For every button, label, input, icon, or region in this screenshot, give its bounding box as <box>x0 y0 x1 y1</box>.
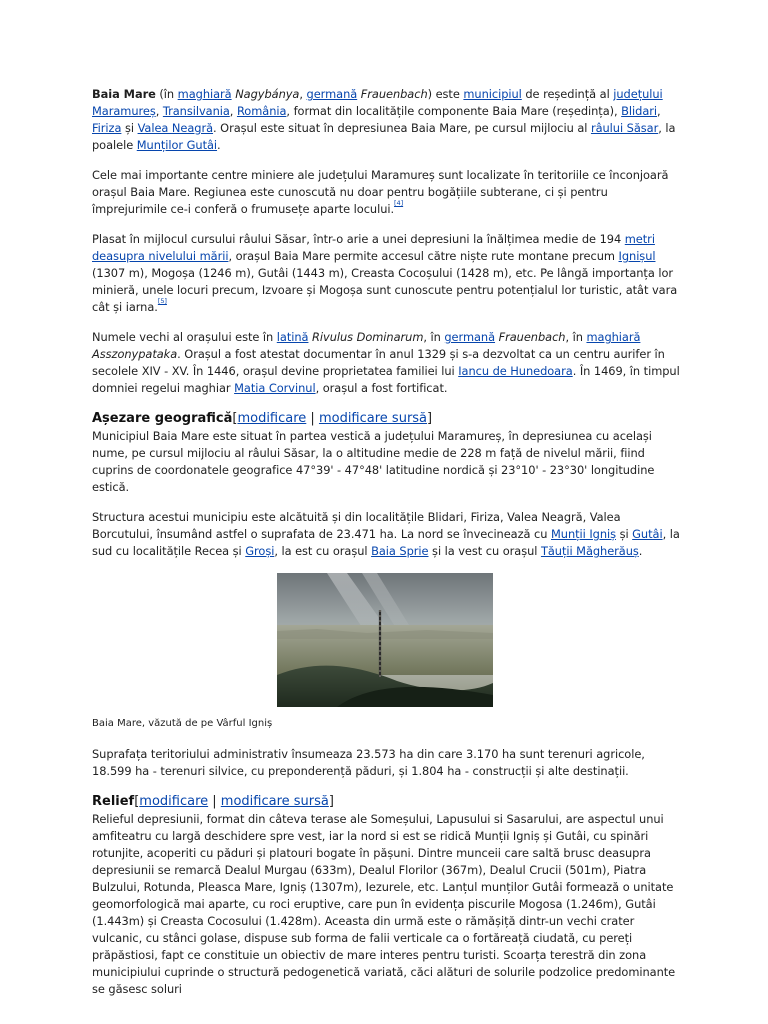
name-german-2: Frauenbach <box>498 330 566 344</box>
photo-caption: Baia Mare, văzută de pe Vârful Igniș <box>92 718 273 729</box>
link-muntilor-gutai[interactable]: Munților Gutâi <box>136 138 218 152</box>
text-run: și la vest cu orașul <box>428 544 541 558</box>
text-run: . În 1469, în timpul domniei regelui maghiar <box>92 364 680 395</box>
link-germana-2[interactable]: germană <box>444 330 496 344</box>
intro-paragraph-2 <box>92 167 682 218</box>
text-run: Plasat în mijlocul cursului râului Săsar, într-o arie a unei depresiuni la înălțimea medie de 194 <box>92 232 625 246</box>
link-latina[interactable]: latină <box>276 330 309 344</box>
link-firiza[interactable]: Firiza <box>92 121 122 135</box>
edit-source-link[interactable]: modificare sursă <box>220 794 329 809</box>
section-heading-relief <box>92 793 682 811</box>
text-run: ) este <box>427 87 464 101</box>
link-blidari[interactable]: Blidari <box>621 104 658 118</box>
article-column <box>92 86 682 1011</box>
edit-section-link[interactable]: modificare <box>237 411 307 426</box>
article-title-term: Baia Mare <box>92 87 156 101</box>
separator: | <box>306 411 319 426</box>
edit-source-link[interactable]: modificare sursă <box>318 411 428 426</box>
intro-paragraph-4 <box>92 329 682 397</box>
text-run: , în <box>423 330 445 344</box>
link-grosi[interactable]: Groși <box>245 544 275 558</box>
text-run: Cele mai importante centre miniere ale județului Maramureș sunt localizate în teritoriile ce înconjoară orașul Baia Mare. Regiunea este cunoscută nu doar pentru bogățiile subterane, ci și pentru împrejurimile ce-i conferă o frumusețe aparte locului. <box>92 168 669 216</box>
section-title: Relief <box>92 794 135 809</box>
section-title: Așezare geografică <box>92 411 233 426</box>
name-hungarian-2: Asszonypataka <box>92 347 178 361</box>
text-run: . <box>638 544 643 558</box>
link-muntii-ignis[interactable]: Munții Igniș <box>551 527 616 541</box>
reference-4[interactable]: [4] <box>394 199 404 207</box>
edit-section-link[interactable]: modificare <box>139 794 209 809</box>
text-run: , <box>299 87 307 101</box>
text-run: și <box>121 121 138 135</box>
text-run: , <box>657 104 661 118</box>
text-run: de reședință al <box>521 87 614 101</box>
bracket-close: ] <box>328 794 334 809</box>
name-german: Frauenbach <box>360 87 428 101</box>
link-baia-sprie[interactable]: Baia Sprie <box>371 544 429 558</box>
link-germana[interactable]: germană <box>306 87 358 101</box>
link-gutai[interactable]: Gutâi <box>632 527 663 541</box>
intro-paragraph-3 <box>92 231 682 316</box>
link-romania[interactable]: România <box>236 104 287 118</box>
text-run: . Orașul a fost atestat documentar în anul 1329 și s-a dezvoltat ca un centru aurifer în secolele XIV - XV. În 1446, orașul devine proprietatea familiei lui <box>92 347 665 378</box>
text-run: , la poalele <box>92 121 676 152</box>
text-run: Structura acestui municipiu este alcătuită și din localitățile Blidari, Firiza, Valea Neagră, Valea Borcutului, însumând astfel o suprafata de 23.471 ha. La nord se învecinează cu <box>92 510 621 541</box>
link-transilvania[interactable]: Transilvania <box>162 104 230 118</box>
link-ignisul[interactable]: Ignișul <box>618 249 656 263</box>
link-metri-deasupra-nivelului-marii[interactable]: metri deasupra nivelului mării <box>92 232 655 263</box>
link-raului-sasar[interactable]: râului Săsar <box>590 121 659 135</box>
text-run: , orașul a fost fortificat. <box>315 381 448 395</box>
reference-5[interactable]: [5] <box>157 297 167 305</box>
text-run: (1307 m), Mogoșa (1246 m), Gutâi (1443 m), Creasta Cocoșului (1428 m), etc. Pe lângă importanța lor minieră, unele locuri precum, Izvoare și Mogoșa sunt cunoscute pentru potențialul lor turistic, atât vara cât și iarna. <box>92 266 678 314</box>
relief-paragraph-1: Relieful depresiunii, format din câteva terase ale Someșului, Lapusului si Sasarului, are aspectul unui amfiteatru cu largă deschidere spre vest, iar la nord si est se ridică Munții Igniș și Gutâi, cu spinări rotunjite, acoperiti cu păduri și platouri bogate în pășuni. Dintre munceii care saltă brusc deasupra depresiunii se remarcă Dealul Murgau (633m), Dealul Florilor (367m), Dealul Crucii (501m), Piatra Bulzului, Rotunda, Pleasca Mare, Igniș (1307m), Iezurele, etc. Lanțul munților Gutâi formează o unitate geomorfologică mai aparte, cu roci eruptive, care pun în evidența piscurile Mogosa (1.246m), Gutâi (1.443m) și Creasta Cocosului (1.428m). Aceasta din urmă este o rămășiță dintr-un vechi crater vulcanic, cu stânci golase, dispuse sub forma de falii verticale ca o fortăreață ciudată, cu pereți prăpăstiosi, fapt ce constituie un obiectiv de mare interes pentru turisti. Scoarța terestră din zona municipiului cuprinde o structură pedogenetică variată, căci alături de solurile podzolice predominante se găsesc soluri <box>92 812 676 996</box>
text-run: Numele vechi al orașului este în <box>92 330 277 344</box>
link-municipiul[interactable]: municipiul <box>463 87 522 101</box>
link-judetul-maramures[interactable]: județului Maramureș <box>92 87 663 118</box>
geo-paragraph-3: Suprafața teritoriului administrativ însumeaza 23.573 ha din care 3.170 ha sunt terenuri agricole, 18.599 ha - terenuri silvice, cu preponderență păduri, și 1.804 ha - construcții și alte destinații. <box>92 747 645 778</box>
intro-paragraph-1 <box>92 86 682 154</box>
geo-paragraph-1: Municipiul Baia Mare este situat în partea vestică a județului Maramureș, în depresiunea cu același nume, pe cursul mijlociu al râului Săsar, la o altitudine medie de 228 m față de nivelul mării, fiind cuprins de coordonatele geografice 47°39' - 47°48' latitudine nordică și 23°10' - 23°30' longitudine estică. <box>92 429 655 494</box>
link-maghiara[interactable]: maghiară <box>177 87 232 101</box>
link-maghiara-2[interactable]: maghiară <box>586 330 641 344</box>
text-run: . Orașul este situat în depresiunea Baia Mare, pe cursul mijlociu al <box>213 121 591 135</box>
text-run: (în <box>155 87 178 101</box>
section-heading-asezare-geografica <box>92 410 682 428</box>
text-run: și <box>616 527 633 541</box>
link-matia-corvinul[interactable]: Matia Corvinul <box>234 381 316 395</box>
text-run: . <box>217 138 221 152</box>
bracket-open: [ <box>134 794 140 809</box>
bracket-open: [ <box>232 411 238 426</box>
text-run: , în <box>565 330 587 344</box>
text-run: , <box>229 104 237 118</box>
separator: | <box>208 794 221 809</box>
text-run: , orașul Baia Mare permite accesul către niște rute montane precum <box>228 249 619 263</box>
text-run: , <box>155 104 163 118</box>
text-run: , format din localitățile componente Baia Mare (reședința), <box>286 104 622 118</box>
link-tautii-magheraus[interactable]: Tăuții Măgherăuș <box>540 544 639 558</box>
link-iancu-de-hunedoara[interactable]: Iancu de Hunedoara <box>458 364 573 378</box>
bracket-close: ] <box>427 411 433 426</box>
name-latin: Rivulus Dominarum <box>312 330 424 344</box>
text-run: , la est cu orașul <box>274 544 372 558</box>
baia-mare-photo <box>277 573 493 707</box>
name-hungarian: Nagybánya <box>235 87 300 101</box>
geo-paragraph-2 <box>92 509 682 560</box>
text-run: , la sud cu localitățile Recea și <box>92 527 680 558</box>
link-valea-neagra[interactable]: Valea Neagră <box>137 121 214 135</box>
